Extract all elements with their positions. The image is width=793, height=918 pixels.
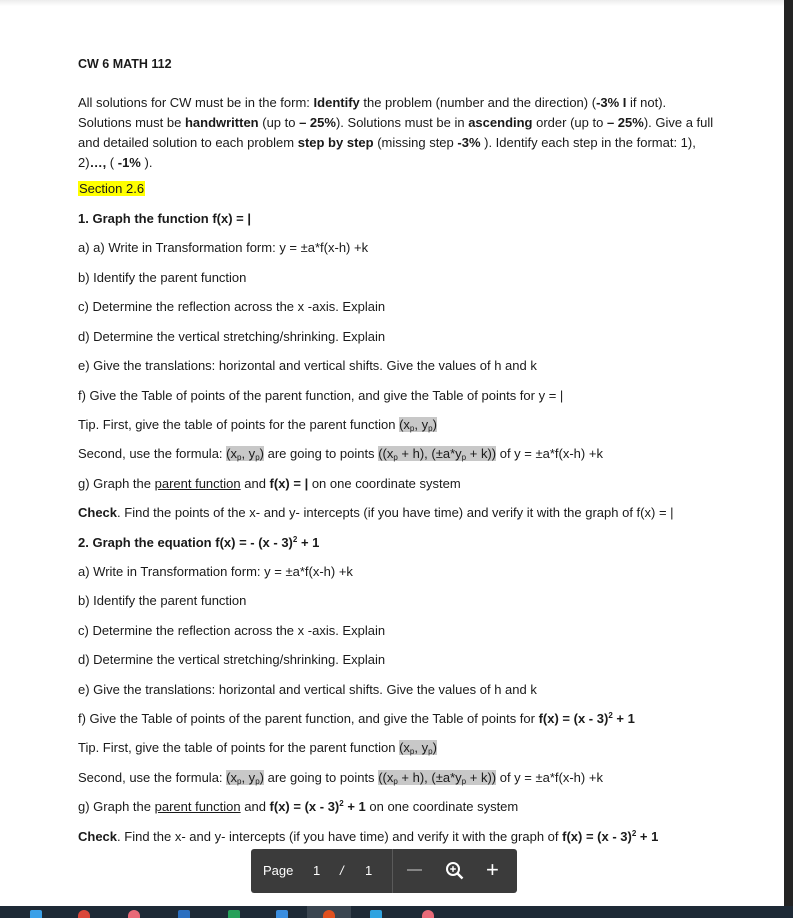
document-title: CW 6 MATH 112 (78, 57, 172, 71)
problem-2-item-d: d) Determine the vertical stretching/shrinking. Explain (78, 652, 386, 667)
page-separator: / (340, 863, 344, 878)
problem-2-item-g: g) Graph the parent function and f(x) = (x - 3)$^2$ + 1 on one coordinate system (78, 799, 519, 814)
problem-2-tip: Tip. First, give the table of points for the parent function ($x_p$, $y_p$) (78, 740, 437, 756)
problem-1-item-g: g) Graph the parent function and f(x) = | on one coordinate system (78, 476, 461, 491)
problem-2-item-c: c) Determine the reflection across the x -axis. Explain (78, 623, 386, 638)
taskbar-app-icon[interactable] (78, 910, 90, 918)
total-pages: 1 (365, 863, 373, 878)
problem-1-tip: Tip. First, give the table of points for the parent function ($x_p$, $y_p$) (78, 417, 437, 433)
problem-1-item-b: b) Identify the parent function (78, 270, 247, 285)
taskbar-app-icon[interactable] (370, 910, 382, 918)
taskbar-app-icon[interactable] (228, 910, 240, 918)
taskbar-app-icon[interactable] (276, 910, 288, 918)
zoom-in-button[interactable]: + (486, 857, 499, 882)
right-panel-edge (784, 0, 793, 906)
problem-2-check: Check. Find the x- and y- intercepts (if you have time) and verify it with the graph of f(x) = (x - 3)$^2$ + 1 (78, 829, 659, 844)
problem-1-item-c: c) Determine the reflection across the x -axis. Explain (78, 299, 386, 314)
problem-2-second: Second, use the formula: ($x_p$, $y_p$) are going to points ($(x_p + h)$, $(\pm a*y_p + k)$) of y = ±a*f(x-h) +k (78, 770, 603, 786)
problem-1-second: Second, use the formula: ($x_p$, $y_p$) are going to points ($(x_p + h)$, $(\pm a*y_p + k)$) of y = ±a*f(x-h) +k (78, 446, 603, 462)
problem-1-item-e: e) Give the translations: horizontal and vertical shifts. Give the values of h and k (78, 358, 537, 373)
problem-2-item-f: f) Give the Table of points of the parent function, and give the Table of points for f(x) = (x - 3)$^2$ + 1 (78, 711, 635, 726)
zoom-fit-button[interactable] (445, 861, 465, 884)
problem-1-item-f: f) Give the Table of points of the parent function, and give the Table of points for y = | (78, 388, 564, 403)
problem-1-check: Check. Find the points of the x- and y- intercepts (if you have time) and verify it with the graph of f(x) = | (78, 505, 674, 520)
page-label: Page (263, 863, 294, 878)
problem-2-item-b: b) Identify the parent function (78, 593, 247, 608)
problem-1-heading: 1. Graph the function f(x) = | (78, 211, 252, 226)
toolbar-divider (392, 849, 393, 893)
problem-2-heading: 2. Graph the equation f(x) = - (x - 3)$^2$ + 1 (78, 535, 320, 550)
section-heading: Section 2.6 (79, 181, 145, 196)
zoom-out-button[interactable]: — (407, 861, 422, 878)
taskbar-app-icon[interactable] (128, 910, 140, 918)
pdf-page-toolbar (251, 849, 517, 893)
problem-1-item-d: d) Determine the vertical stretching/shrinking. Explain (78, 329, 386, 344)
taskbar-app-icon[interactable] (30, 910, 42, 918)
current-page-input[interactable]: 1 (313, 863, 321, 878)
taskbar (0, 906, 793, 918)
problem-2-item-a: a) Write in Transformation form: y = ±a*f(x-h) +k (78, 564, 353, 579)
taskbar-app-icon[interactable] (422, 910, 434, 918)
magnifier-plus-icon (445, 861, 465, 881)
taskbar-app-icon[interactable] (178, 910, 190, 918)
problem-2-item-e: e) Give the translations: horizontal and vertical shifts. Give the values of h and k (78, 682, 537, 697)
taskbar-app-icon[interactable] (323, 910, 335, 918)
problem-1-item-a: a) a) Write in Transformation form: y = ±a*f(x-h) +k (78, 240, 369, 255)
instructions-paragraph: All solutions for CW must be in the form: Identify the problem (number and the direction) (-3% I if not). Solutions must be handwritten (up to – 25%). Solutions must be in ascending order (up to – 25%). Give a full and detailed solution to each problem step by step (missing step -3% ). Identify each step in the format: 1), 2)…, ( -1% ). (78, 95, 714, 170)
